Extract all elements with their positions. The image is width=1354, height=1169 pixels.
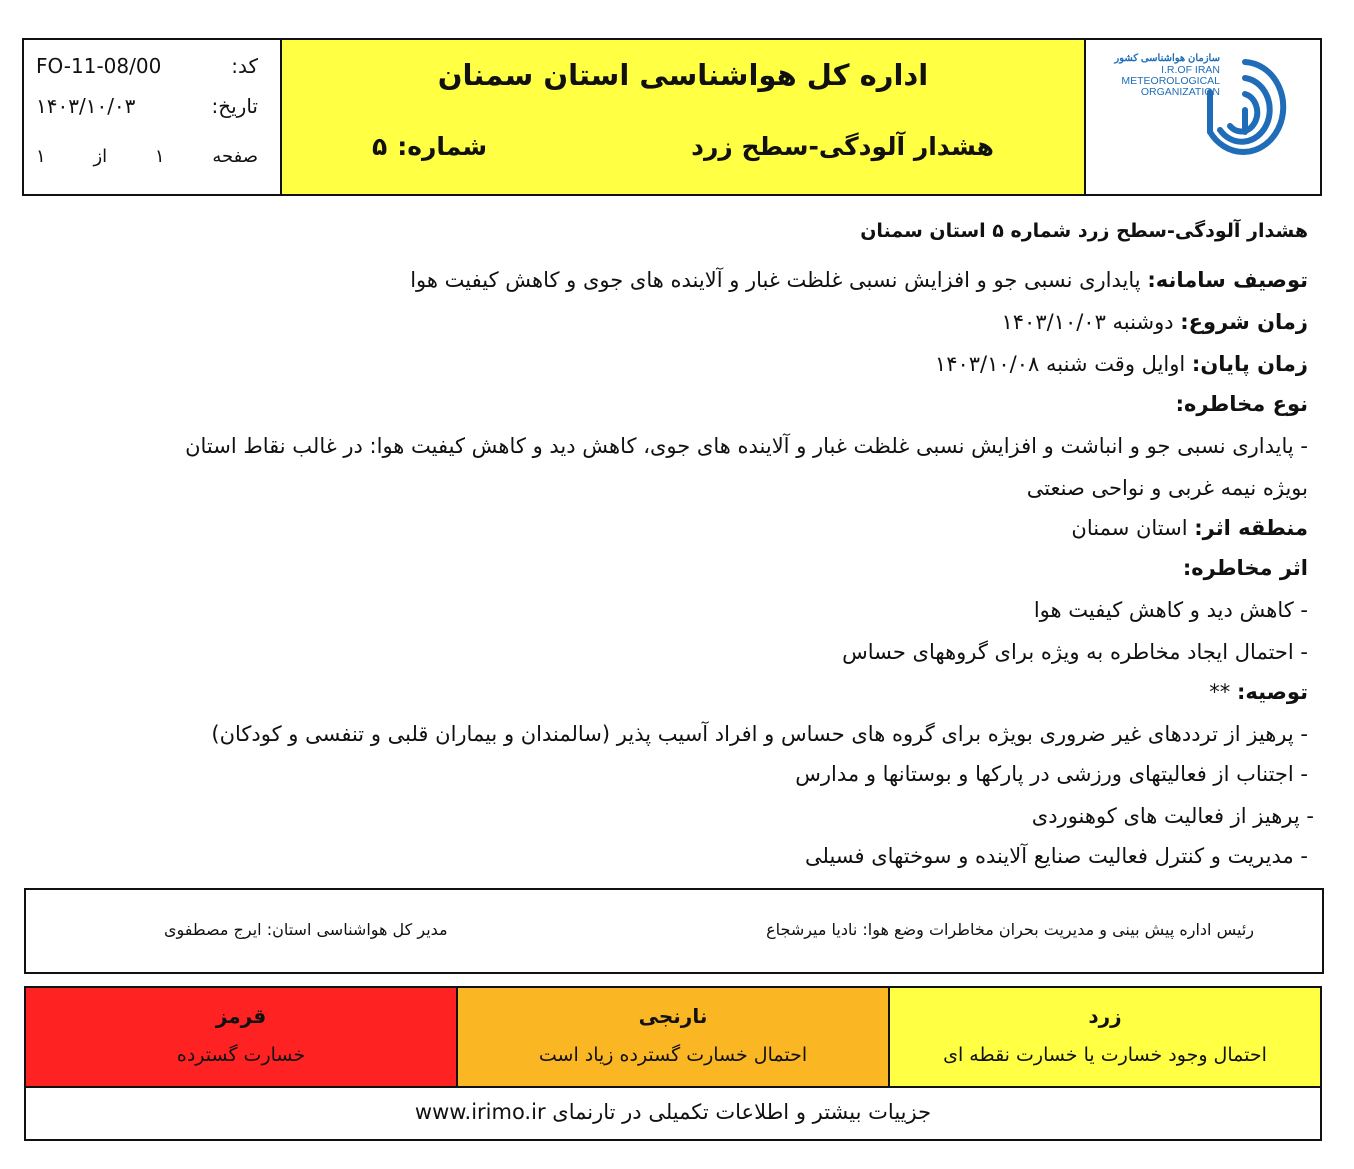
hazard-type-line-1: - پایداری نسبی جو و انباشت و افزایش نسبی غلظت غبار و آلاینده های جوی، کاهش دید و کاهش کیفیت هوا: در غالب نقاط استان xyxy=(185,434,1308,458)
legend-red-desc: خسارت گسترده xyxy=(176,1044,306,1066)
logo-text-en-2: METEOROLOGICAL xyxy=(1121,74,1220,87)
hazard-effect-label: اثر مخاطره: xyxy=(1182,556,1308,580)
system-text: پایداری نسبی جو و افزایش نسبی غلظت غبار و آلاینده های جوی و کاهش کیفیت هوا xyxy=(410,268,1141,292)
system-label: توصیف سامانه: xyxy=(1147,268,1308,292)
advice-item: - پرهیز از فعالیت های کوهنوردی xyxy=(1031,804,1314,828)
website-link[interactable]: www.irimo.ir xyxy=(414,1100,546,1124)
hazard-type-line-2: بویژه نیمه غربی و نواحی صنعتی xyxy=(1026,476,1308,500)
number-label: شماره: xyxy=(397,132,488,161)
number-value: ۵ xyxy=(372,132,388,161)
code-row xyxy=(36,54,258,78)
forecast-head-signature xyxy=(766,920,1254,939)
start-text: دوشنبه ۱۴۰۳/۱۰/۰۳ xyxy=(1001,310,1174,334)
warning-number xyxy=(372,132,487,161)
warning-subtitle: هشدار آلودگی-سطح زرد xyxy=(691,132,994,161)
legend-red-title: قرمز xyxy=(215,1004,267,1028)
director-signature xyxy=(164,920,448,939)
legend-yellow-desc: احتمال وجود خسارت یا خسارت نقطه ای xyxy=(943,1044,1267,1066)
advice-heading xyxy=(1209,680,1308,704)
page-of: از xyxy=(93,146,108,167)
footer-text: جزییات بیشتر و اطلاعات تکمیلی در تارنمای xyxy=(552,1100,932,1124)
director-role: مدیر کل هواشناسی استان: xyxy=(266,920,448,939)
advice-label: توصیه: xyxy=(1236,680,1308,704)
system-description xyxy=(410,268,1308,292)
advice-item: - اجتناب از فعالیتهای ورزشی در پارکها و بوستانها و مدارس xyxy=(795,762,1308,786)
legend-yellow-title: زرد xyxy=(1088,1004,1122,1028)
start-time xyxy=(1001,310,1308,334)
impact-area xyxy=(1071,516,1308,540)
code-label: کد: xyxy=(231,54,258,78)
warning-level-legend xyxy=(24,986,1322,1088)
advice-item: - پرهیز از ترددهای غیر ضروری بویژه برای گروه های حساس و افراد آسیب پذیر (سالمندان و بیماران قلبی و تنفسی و کودکان) xyxy=(211,722,1308,746)
date-row xyxy=(36,94,258,118)
start-label: زمان شروع: xyxy=(1180,310,1308,334)
effect-item: - احتمال ایجاد مخاطره به ویژه برای گروههای حساس xyxy=(842,640,1308,664)
code-value: FO-11-08/00 xyxy=(36,54,162,78)
director-name: ایرج مصطفوی xyxy=(164,920,262,939)
forecast-head-role: رئیس اداره پیش بینی و مدیریت بحران مخاطرات وضع هوا: xyxy=(862,920,1254,939)
organization-logo xyxy=(1086,40,1320,194)
forecast-head-name: نادیا میرشجاع xyxy=(766,920,858,939)
legend-red xyxy=(26,988,458,1086)
advice-mark: ** xyxy=(1209,680,1231,704)
form-metadata xyxy=(24,40,282,194)
end-time xyxy=(935,352,1308,376)
document-header xyxy=(22,38,1322,196)
date-label: تاریخ: xyxy=(211,94,258,118)
page-title: اداره کل هواشناسی استان سمنان xyxy=(437,58,929,92)
area-text: استان سمنان xyxy=(1071,516,1188,540)
signature-box xyxy=(24,888,1324,974)
page-total: ۱ xyxy=(36,146,46,167)
page-row xyxy=(36,146,258,167)
header-title-panel xyxy=(282,40,1086,194)
warning-heading: هشدار آلودگی-سطح زرد شماره ۵ استان سمنان xyxy=(860,220,1308,242)
legend-orange xyxy=(458,988,890,1086)
meteorology-logo-icon xyxy=(1200,52,1290,182)
date-value: ۱۴۰۳/۱۰/۰۳ xyxy=(36,94,136,118)
legend-yellow xyxy=(890,988,1320,1086)
page-current: ۱ xyxy=(154,146,165,167)
area-label: منطقه اثر: xyxy=(1194,516,1308,540)
page-label: صفحه xyxy=(212,146,258,167)
logo-text-fa: سازمان هواشناسی کشور xyxy=(1114,53,1220,64)
advice-item: - مدیریت و کنترل فعالیت صنایع آلاینده و سوختهای فسیلی xyxy=(805,844,1308,868)
legend-orange-desc: احتمال خسارت گسترده زیاد است xyxy=(538,1044,808,1066)
effect-item: - کاهش دید و کاهش کیفیت هوا xyxy=(1033,598,1308,622)
logo-text-en-3: ORGANIZATION xyxy=(1140,85,1220,98)
end-text: اوایل وقت شنبه ۱۴۰۳/۱۰/۰۸ xyxy=(934,352,1186,376)
legend-orange-title: نارنجی xyxy=(638,1004,708,1028)
hazard-type-label: نوع مخاطره: xyxy=(1175,392,1308,416)
footer-note xyxy=(24,1087,1322,1141)
end-label: زمان پایان: xyxy=(1191,352,1308,376)
page-indicator xyxy=(36,146,258,167)
logo-text-en-1: I.R.OF IRAN xyxy=(1161,63,1220,76)
